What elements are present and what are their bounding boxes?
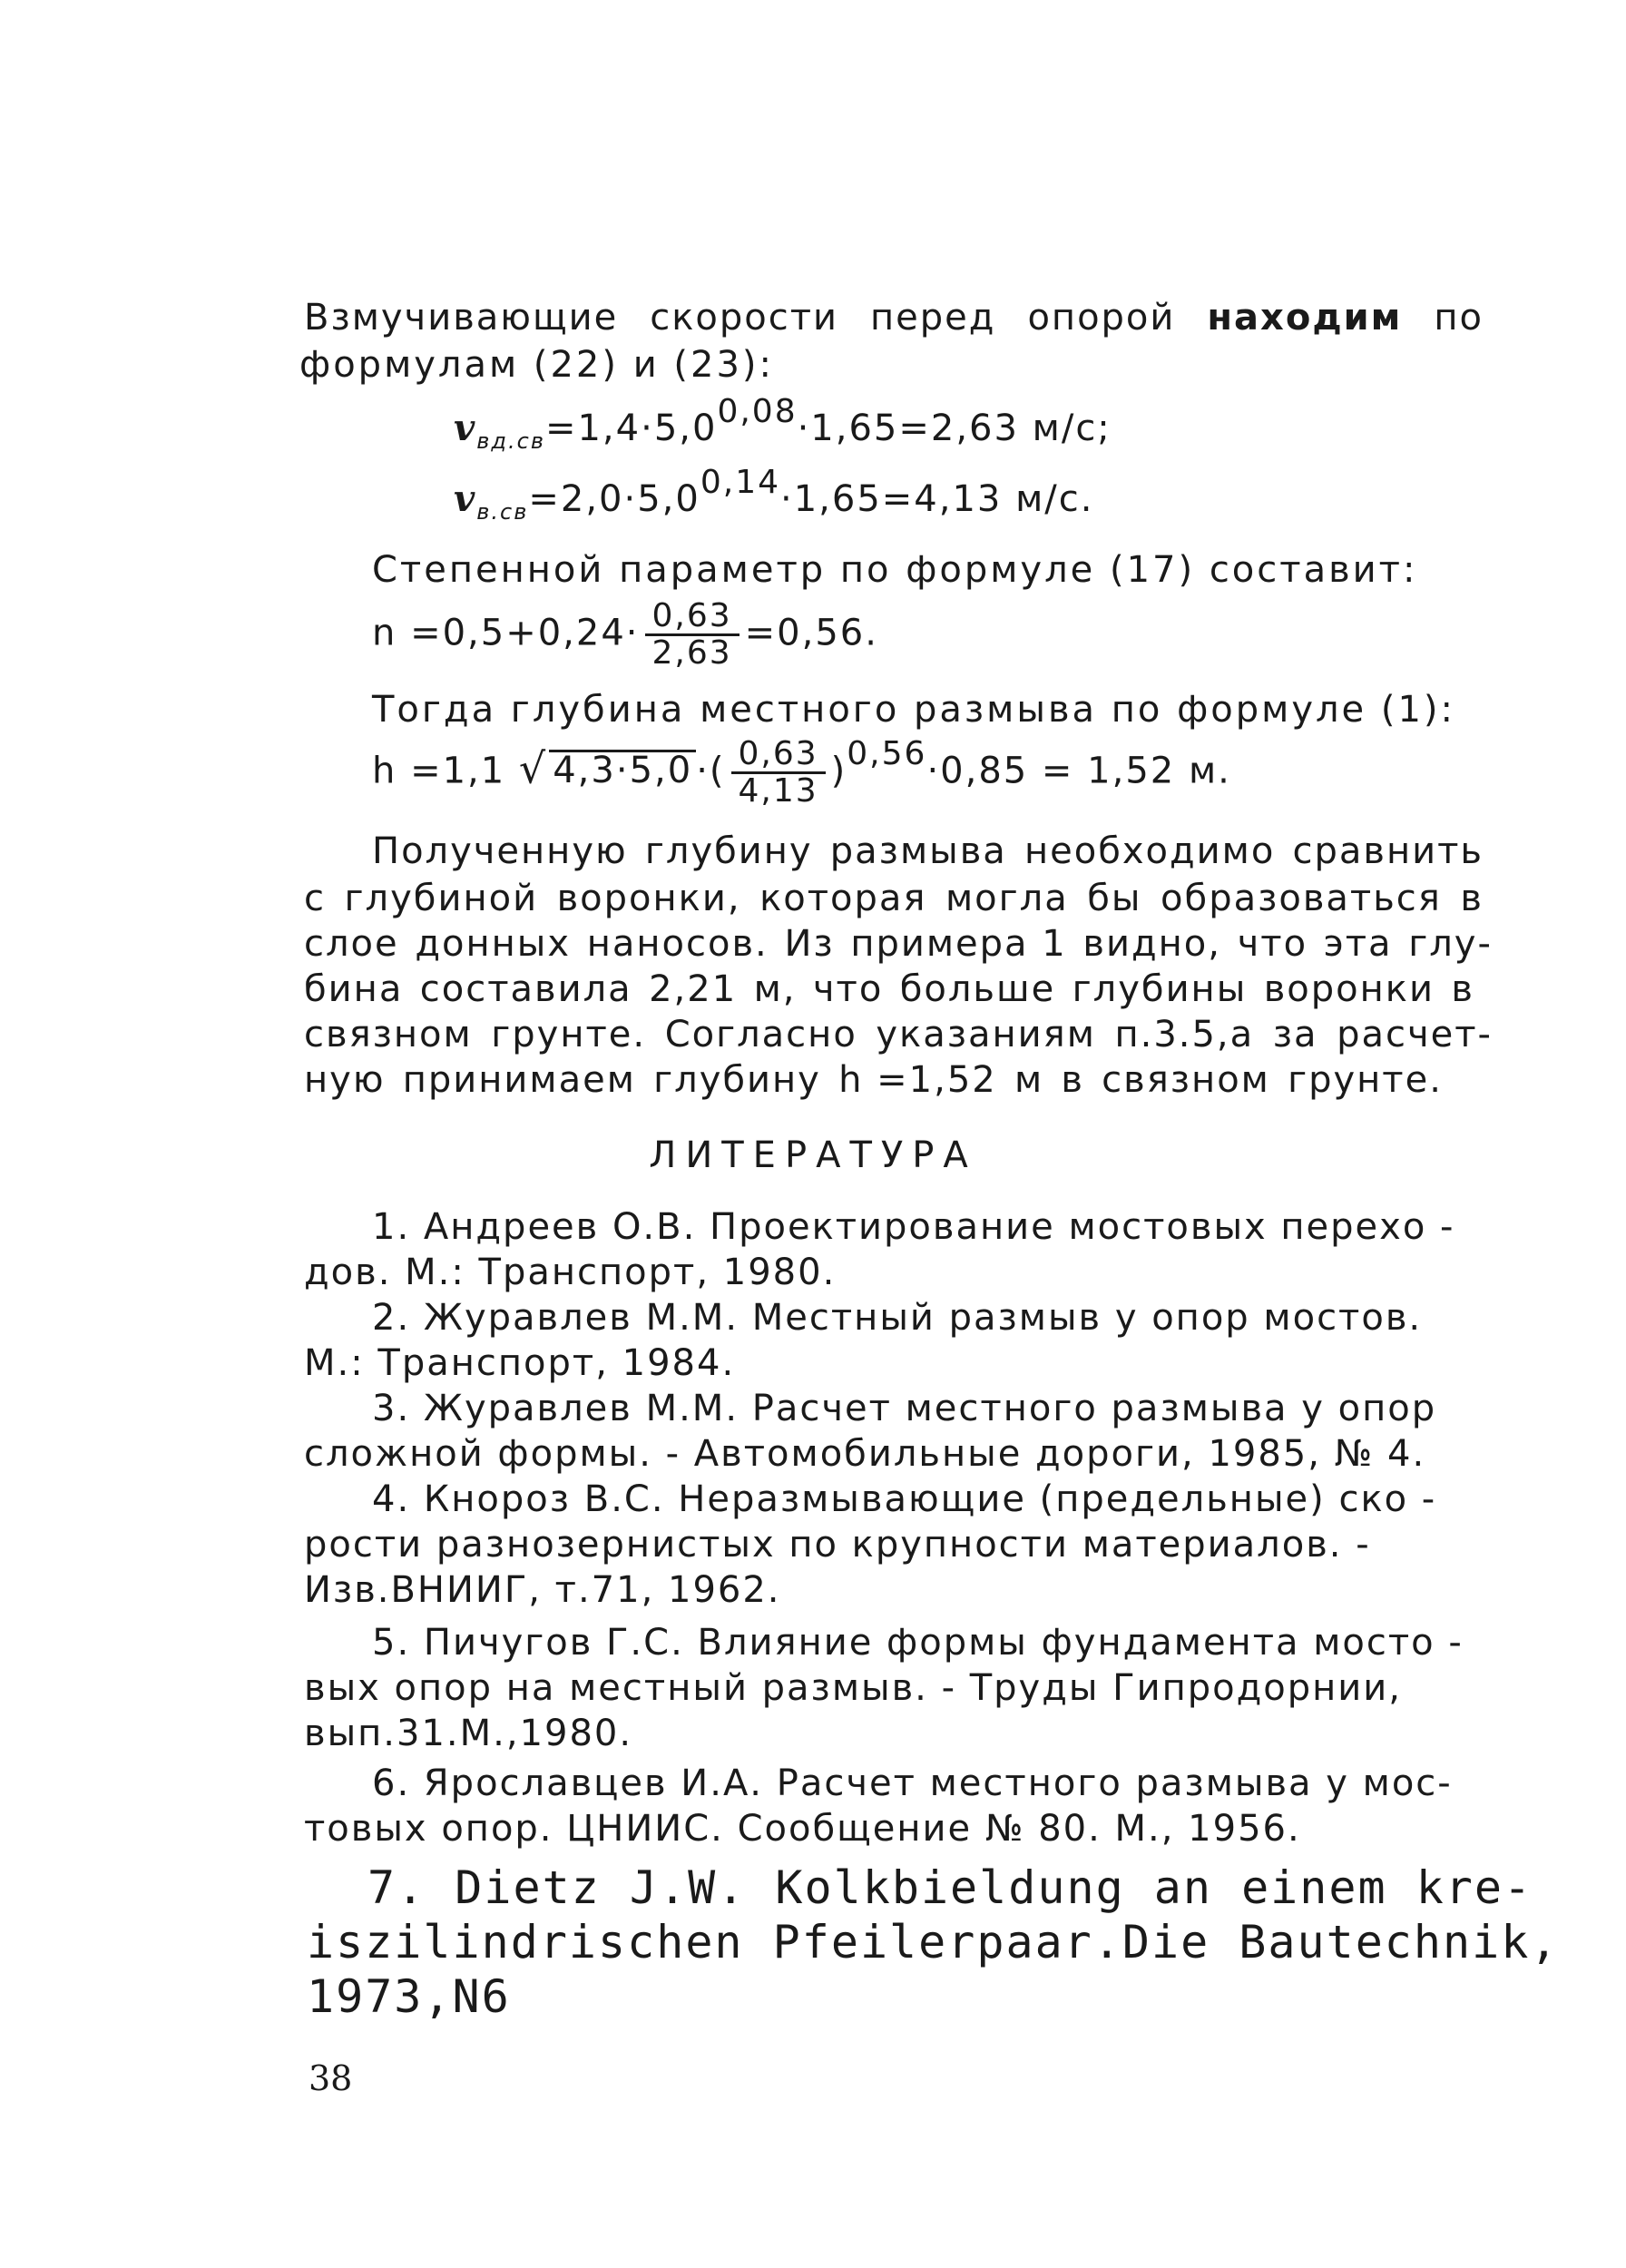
word: Согласно xyxy=(664,1014,857,1055)
denominator: 4,13 xyxy=(738,771,818,810)
word: примера 1 xyxy=(850,923,1067,965)
word: ную xyxy=(304,1059,386,1101)
word: бина xyxy=(304,968,404,1010)
word: грунте. xyxy=(1288,1059,1443,1101)
formula-part: ·1,65=2,63 м/с; xyxy=(797,407,1112,449)
numerator: 0,63 xyxy=(645,599,740,636)
formula-part: ·( xyxy=(696,750,726,792)
exponent: 0,56 xyxy=(847,735,927,773)
word: опорой xyxy=(1027,297,1176,339)
paragraph-line-4 xyxy=(304,968,1474,1010)
fraction xyxy=(731,737,826,809)
word: размыва xyxy=(829,830,1007,872)
reference-2-line-2: М.: Транспорт, 1984. xyxy=(304,1342,736,1384)
exponent: 0,08 xyxy=(717,393,798,430)
velocity-symbol: v xyxy=(454,477,477,520)
word: больше xyxy=(899,968,1056,1010)
formula-h xyxy=(372,737,1231,809)
word: донных xyxy=(415,923,572,965)
word: составила xyxy=(419,968,632,1010)
word: эта xyxy=(1323,923,1393,965)
reference-1-line-2: дов. М.: Транспорт, 1980. xyxy=(304,1252,837,1293)
velocity-symbol: v xyxy=(454,407,477,449)
reference-4-line-1: 4. Кнороз В.С. Неразмывающие (предельные) ско - xyxy=(372,1478,1437,1520)
word: с xyxy=(304,878,326,919)
word: в xyxy=(1451,968,1474,1010)
word: образоваться xyxy=(1161,878,1442,919)
paragraph-line-5 xyxy=(304,1016,1493,1053)
word: указаниям xyxy=(876,1014,1096,1055)
formula-part: ) xyxy=(830,750,847,792)
word: могла xyxy=(945,878,1069,919)
formula-velocity-1 xyxy=(454,393,1112,454)
paragraph-line-3 xyxy=(304,923,1493,965)
word: по xyxy=(1434,297,1484,339)
reference-5-line-3: вып.31.М.,1980. xyxy=(304,1713,633,1754)
word: находим xyxy=(1207,297,1403,339)
word: м, xyxy=(753,968,797,1010)
word: связном xyxy=(304,1014,473,1055)
word: в xyxy=(1061,1059,1084,1101)
word: в xyxy=(1460,878,1484,919)
velocity-subscript: в.св xyxy=(476,499,529,525)
formula-part: =2,0·5,0 xyxy=(528,478,700,520)
paragraph-line-1 xyxy=(372,830,1484,872)
word: слое xyxy=(304,923,399,965)
reference-2-line-1: 2. Журавлев М.М. Местный размыв у опор мостов. xyxy=(372,1297,1423,1339)
reference-7-line-3: 1973,N6 xyxy=(307,1970,511,2023)
formula-velocity-2 xyxy=(454,464,1094,525)
word: наносов. xyxy=(586,923,769,965)
intro-line-2: формулам (22) и (23): xyxy=(299,344,774,386)
word: глубины xyxy=(1072,968,1248,1010)
formula-part: n =0,5+0,24· xyxy=(372,612,640,654)
formula-part: h =1,1 xyxy=(372,750,506,792)
word: за xyxy=(1272,1014,1318,1055)
word: что xyxy=(1237,923,1308,965)
word: перед xyxy=(870,297,996,339)
paragraph-line-6 xyxy=(304,1059,1443,1101)
word: скорости xyxy=(650,297,839,339)
word: глубину xyxy=(653,1059,821,1101)
denominator: 2,63 xyxy=(651,633,732,672)
word: h =1,52 xyxy=(838,1059,997,1101)
references-heading: ЛИТЕРАТУРА xyxy=(649,1134,977,1176)
word: Полученную xyxy=(372,830,628,872)
word: п.3.5,а xyxy=(1114,1014,1255,1055)
formula-part: =1,4·5,0 xyxy=(544,407,718,449)
word: Взмучивающие xyxy=(304,297,619,339)
numerator: 0,63 xyxy=(731,737,826,774)
intro-line-1 xyxy=(304,297,1484,339)
word: 2,21 xyxy=(649,968,738,1010)
reference-4-line-3: Изв.ВНИИГ, т.71, 1962. xyxy=(304,1569,781,1611)
word: воронки xyxy=(1263,968,1435,1010)
reference-6-line-1: 6. Ярославцев И.А. Расчет местного размыва у мос- xyxy=(372,1762,1453,1804)
word: расчет- xyxy=(1337,1014,1493,1055)
reference-7-line-2: iszilindrischen Pfeilerpaar.Die Bautechnik, xyxy=(307,1916,1560,1969)
word: связном xyxy=(1102,1059,1270,1101)
sqrt-sign: √ xyxy=(518,743,548,793)
exponent: 0,14 xyxy=(700,464,780,501)
formula-n xyxy=(372,599,878,671)
word: грунте. xyxy=(491,1014,647,1055)
paragraph-line-2 xyxy=(304,880,1484,917)
word: сравнить xyxy=(1292,830,1484,872)
word: принимаем xyxy=(402,1059,636,1101)
word: что xyxy=(812,968,884,1010)
fraction xyxy=(645,599,740,671)
word: глубиной xyxy=(344,878,539,919)
reference-6-line-2: товых опор. ЦНИИС. Сообщение № 80. М., 1956. xyxy=(304,1808,1301,1850)
formula-part: ·1,65=4,13 м/с. xyxy=(780,478,1094,520)
word: бы xyxy=(1087,878,1142,919)
reference-1-line-1: 1. Андреев О.В. Проектирование мостовых перехо - xyxy=(372,1206,1455,1248)
word: которая xyxy=(759,878,927,919)
reference-5-line-2: вых опор на местный размыв. - Труды Гипродорнии, xyxy=(304,1667,1402,1709)
word: м xyxy=(1014,1059,1044,1101)
depth-text: Тогда глубина местного размыва по формуле (1): xyxy=(372,689,1456,731)
word: Из xyxy=(784,923,835,965)
formula-part: =0,56. xyxy=(744,612,878,654)
word: необходимо xyxy=(1024,830,1276,872)
word: воронки, xyxy=(556,878,741,919)
reference-3-line-2: сложной формы. - Автомобильные дороги, 1985, № 4. xyxy=(304,1433,1426,1475)
word: глу- xyxy=(1408,923,1493,965)
reference-5-line-1: 5. Пичугов Г.С. Влияние формы фундамента мосто - xyxy=(372,1622,1464,1664)
reference-4-line-2: рости разнозернистых по крупности материалов. - xyxy=(304,1524,1371,1566)
velocity-subscript: вд.св xyxy=(476,428,545,454)
sqrt-content: 4,3·5,0 xyxy=(549,750,696,789)
power-parameter-text: Степенной параметр по формуле (17) составит: xyxy=(372,549,1418,591)
formula-part: ·0,85 = 1,52 м. xyxy=(926,750,1231,792)
word: глубину xyxy=(644,830,813,872)
reference-3-line-1: 3. Журавлев М.М. Расчет местного размыва у опор xyxy=(372,1388,1437,1429)
page-number: 38 xyxy=(309,2058,353,2098)
reference-7-line-1: 7. Dietz J.W. Kolkbieldung an einem kre- xyxy=(367,1861,1533,1914)
word: видно, xyxy=(1082,923,1221,965)
